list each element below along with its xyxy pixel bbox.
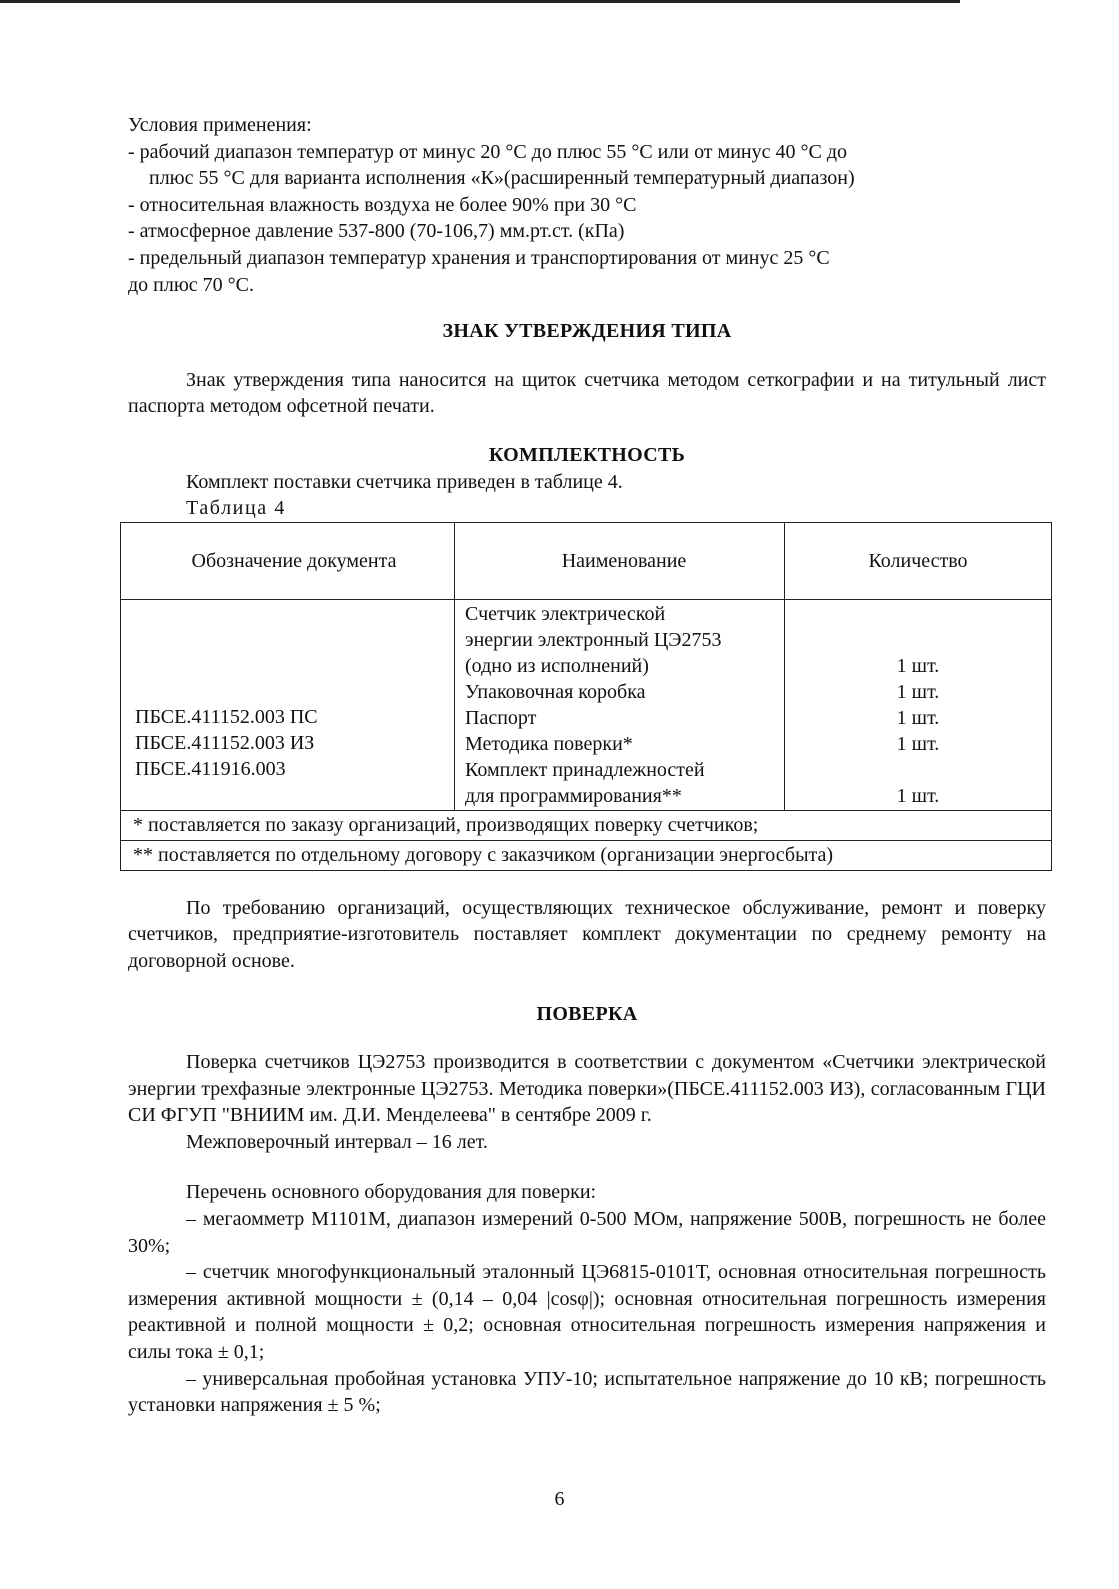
kit-after-text: По требованию организаций, осуществляющих техническое обслуживание, ремонт и поверку счетчиков, предприятие-изготовитель поставляет комплект документации по среднему ремонту на договорной основе.: [128, 896, 1046, 972]
page-number: 6: [554, 1488, 565, 1510]
equipment-item: – счетчик многофункциональный эталонный ЦЭ6815-0101Т, основная относительная погрешность измерения активной мощности ± (0,14 – 0,04 |cosφ|); основная относительная погрешность измерения реактивной и полной мощности ± 0,2; основная относительная погрешность измерения напряжения и силы тока ± 0,1;: [128, 1261, 1046, 1364]
table-note: ** поставляется по отдельному договору с заказчиком (организации энергосбыта): [133, 843, 834, 866]
item-name: энергии электронный ЦЭ2753: [465, 628, 722, 651]
item-name: Комплект принадлежностей: [465, 758, 705, 781]
quantity-cell: [785, 599, 1052, 810]
condition-line: плюс 55 °С для варианта исполнения «К»(расширенный температурный диапазон): [149, 167, 855, 190]
equipment-item: – мегаомметр М1101М, диапазон измерений 0-500 МОм, напряжение 500В, погрешность не более 30%;: [128, 1208, 1046, 1257]
table-note-row: [121, 840, 1052, 870]
equipment-item: – универсальная пробойная установка УПУ-10; испытательное напряжение до 10 кВ; погрешность установки напряжения ± 5 %;: [128, 1367, 1046, 1417]
item-name: Счетчик электрической: [465, 602, 666, 625]
header-name: Наименование: [455, 522, 785, 599]
condition-line: до плюс 70 °С.: [128, 273, 255, 296]
verification-heading: ПОВЕРКА: [536, 1002, 638, 1025]
sign-text: Знак утверждения типа наносится на щиток счетчика методом сеткографии и на титульный лист паспорта методом офсетной печати.: [128, 368, 1046, 418]
table-note-row: [121, 810, 1052, 840]
verification-text: Поверка счетчиков ЦЭ2753 производится в соответствии с документом «Счетчики электрической энергии трехфазные электронные ЦЭ2753. Методика поверки»(ПБСЕ.411152.003 ИЗ), согласованным ГЦИ СИ ФГУП "ВНИИМ им. Д.И. Менделеева" в сентябре 2009 г.: [128, 1051, 1046, 1127]
kit-heading: КОМПЛЕКТНОСТЬ: [488, 443, 686, 466]
equipment-title: Перечень основного оборудования для поверки:: [186, 1181, 597, 1204]
item-name: (одно из исполнений): [465, 654, 649, 677]
header-designation: Обозначение документа: [121, 522, 455, 599]
item-quantity: 1 шт.: [896, 732, 940, 755]
sign-heading: ЗНАК УТВЕРЖДЕНИЯ ТИПА: [442, 320, 732, 343]
item-quantity: 1 шт.: [896, 706, 940, 729]
item-quantity: 1 шт.: [896, 654, 940, 677]
kit-intro: Комплект поставки счетчика приведен в таблице 4.: [186, 470, 623, 493]
item-name: Паспорт: [465, 706, 537, 729]
conditions-title: Условия применения:: [128, 114, 312, 136]
doc-code: ПБСЕ.411916.003: [135, 757, 286, 780]
note-cell: [121, 810, 1052, 840]
item-name: для программирования**: [465, 784, 682, 807]
item-name: Методика поверки*: [465, 732, 633, 755]
conditions-section: [128, 112, 1046, 298]
doc-code: ПБСЕ.411152.003 ПС: [135, 705, 318, 728]
table-note: * поставляется по заказу организаций, производящих поверку счетчиков;: [133, 813, 759, 836]
condition-line: - относительная влажность воздуха не более 90% при 30 °С: [128, 193, 637, 216]
verification-interval: Межповерочный интервал – 16 лет.: [186, 1130, 488, 1153]
table-row: [121, 599, 1052, 810]
kit-table: [120, 522, 1052, 871]
item-name: Упаковочная коробка: [465, 680, 646, 703]
condition-line: - атмосферное давление 537-800 (70-106,7) мм.рт.ст. (кПа): [128, 220, 625, 243]
top-border-line: [0, 0, 960, 3]
item-quantity: 1 шт.: [896, 784, 940, 807]
designation-cell: [121, 599, 455, 810]
header-quantity: Количество: [785, 522, 1052, 599]
table-header-row: [121, 522, 1052, 599]
name-cell: [455, 599, 785, 810]
condition-line: - предельный диапазон температур хранения и транспортирования от минус 25 °С: [128, 246, 830, 269]
document-page: [128, 112, 1046, 1419]
doc-code: ПБСЕ.411152.003 ИЗ: [135, 731, 315, 754]
note-cell: [121, 840, 1052, 870]
item-quantity: 1 шт.: [896, 680, 940, 703]
table-caption: Таблица 4: [186, 497, 286, 520]
condition-line: - рабочий диапазон температур от минус 20 °С до плюс 55 °С или от минус 40 °С до: [128, 140, 847, 163]
